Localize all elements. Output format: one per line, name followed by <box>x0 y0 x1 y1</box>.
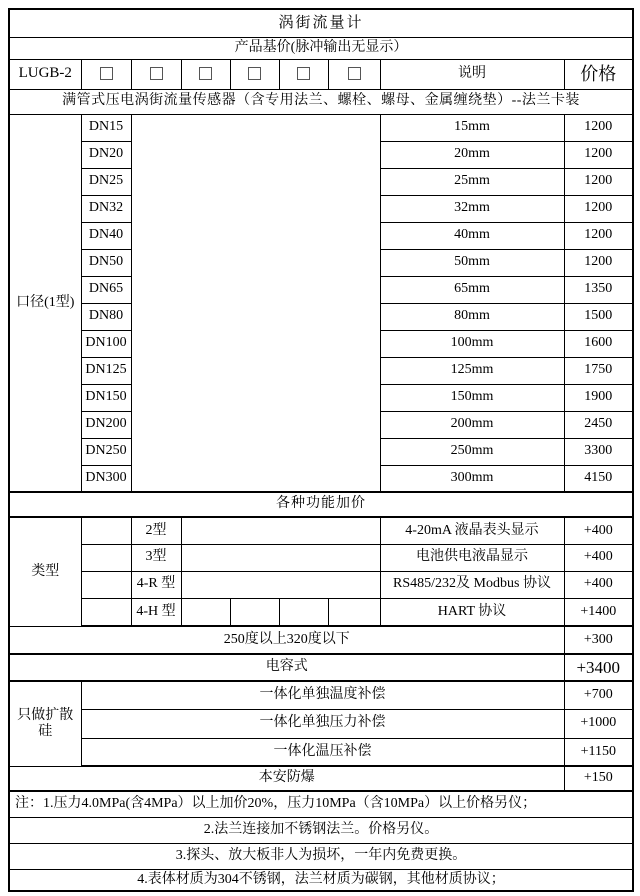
dn-desc-cell: 20mm <box>380 141 564 168</box>
dn-price-cell: 1200 <box>564 141 633 168</box>
type-price-cell: +400 <box>564 571 633 598</box>
type-code-cell: 3型 <box>131 544 181 571</box>
dn-desc-cell: 300mm <box>380 465 564 492</box>
empty-cell <box>81 544 131 571</box>
model-option-cell-1 <box>81 59 131 89</box>
empty-cell <box>279 598 328 626</box>
dn-desc-cell: 65mm <box>380 276 564 303</box>
checkbox-icon[interactable] <box>348 67 361 80</box>
empty-cell <box>81 571 131 598</box>
empty-cell <box>81 598 131 626</box>
dn-code-cell: DN80 <box>81 303 131 330</box>
dn-price-cell: 1350 <box>564 276 633 303</box>
dn-code-cell: DN65 <box>81 276 131 303</box>
description-header: 说明 <box>380 59 564 89</box>
temp-option-desc: 250度以上320度以下 <box>9 626 564 654</box>
checkbox-icon[interactable] <box>199 67 212 80</box>
dn-price-cell: 1200 <box>564 222 633 249</box>
type-price-cell: +400 <box>564 544 633 571</box>
empty-cell <box>181 598 230 626</box>
note-2: 2.法兰连接加不锈钢法兰。价格另仪。 <box>9 817 633 843</box>
type-desc-cell: RS485/232及 Modbus 协议 <box>380 571 564 598</box>
price-header: 价格 <box>564 59 633 89</box>
dn-code-cell: DN40 <box>81 222 131 249</box>
empty-cell <box>131 114 380 492</box>
dn-desc-cell: 80mm <box>380 303 564 330</box>
dn-price-cell: 3300 <box>564 438 633 465</box>
sensor-description: 满管式压电涡街流量传感器（含专用法兰、螺栓、螺母、金属缠绕垫）--法兰卡装 <box>9 89 633 114</box>
diameter-section-label: 口径(1型) <box>9 114 81 492</box>
compensation-desc: 一体化单独压力补偿 <box>81 709 564 738</box>
checkbox-icon[interactable] <box>248 67 261 80</box>
dn-desc-cell: 250mm <box>380 438 564 465</box>
dn-desc-cell: 125mm <box>380 357 564 384</box>
checkbox-icon[interactable] <box>100 67 113 80</box>
price-table <box>8 8 634 892</box>
dn-code-cell: DN300 <box>81 465 131 492</box>
dn-price-cell: 4150 <box>564 465 633 492</box>
dn-desc-cell: 40mm <box>380 222 564 249</box>
dn-code-cell: DN32 <box>81 195 131 222</box>
capacitive-desc: 电容式 <box>9 654 564 681</box>
note-4: 4.表体材质为304不锈钢，法兰材质为碳钢，其他材质协议； <box>9 869 633 891</box>
addon-section-title: 各种功能加价 <box>9 492 633 517</box>
dn-price-cell: 1600 <box>564 330 633 357</box>
dn-price-cell: 1750 <box>564 357 633 384</box>
dn-code-cell: DN15 <box>81 114 131 141</box>
compensation-desc: 一体化温压补偿 <box>81 738 564 766</box>
dn-price-cell: 1900 <box>564 384 633 411</box>
empty-cell <box>181 544 380 571</box>
dn-code-cell: DN150 <box>81 384 131 411</box>
empty-cell <box>81 517 131 544</box>
model-option-cell-6 <box>328 59 380 89</box>
dn-price-cell: 1200 <box>564 249 633 276</box>
model-option-cell-2 <box>131 59 181 89</box>
type-code-cell: 4-R 型 <box>131 571 181 598</box>
dn-desc-cell: 25mm <box>380 168 564 195</box>
model-option-cell-4 <box>230 59 279 89</box>
checkbox-icon[interactable] <box>297 67 310 80</box>
dn-price-cell: 1200 <box>564 168 633 195</box>
dn-code-cell: DN50 <box>81 249 131 276</box>
compensation-price: +1150 <box>564 738 633 766</box>
base-price-subtitle: 产品基价(脉冲输出无显示） <box>9 37 633 59</box>
dn-code-cell: DN200 <box>81 411 131 438</box>
explosion-proof-price: +150 <box>564 766 633 791</box>
type-code-cell: 2型 <box>131 517 181 544</box>
dn-code-cell: DN125 <box>81 357 131 384</box>
dn-desc-cell: 32mm <box>380 195 564 222</box>
dn-desc-cell: 200mm <box>380 411 564 438</box>
type-price-cell: +1400 <box>564 598 633 626</box>
model-option-cell-3 <box>181 59 230 89</box>
note-1: 注：1.压力4.0MPa(含4MPa）以上加价20%，压力10MPa（含10MPa）以上价格另仪； <box>9 791 633 817</box>
empty-cell <box>328 598 380 626</box>
dn-price-cell: 1500 <box>564 303 633 330</box>
checkbox-icon[interactable] <box>150 67 163 80</box>
compensation-desc: 一体化单独温度补偿 <box>81 681 564 709</box>
type-price-cell: +400 <box>564 517 633 544</box>
type-code-cell: 4-H 型 <box>131 598 181 626</box>
dn-price-cell: 2450 <box>564 411 633 438</box>
dn-price-cell: 1200 <box>564 195 633 222</box>
type-desc-cell: HART 协议 <box>380 598 564 626</box>
dn-code-cell: DN25 <box>81 168 131 195</box>
type-desc-cell: 4-20mA 液晶表头显示 <box>380 517 564 544</box>
temp-option-price: +300 <box>564 626 633 654</box>
explosion-proof-desc: 本安防爆 <box>9 766 564 791</box>
page-title: 涡街流量计 <box>9 9 633 37</box>
capacitive-price: +3400 <box>564 654 633 681</box>
dn-desc-cell: 50mm <box>380 249 564 276</box>
dn-price-cell: 1200 <box>564 114 633 141</box>
note-3: 3.探头、放大板非人为损坏，一年内免费更换。 <box>9 843 633 869</box>
dn-code-cell: DN100 <box>81 330 131 357</box>
compensation-price: +1000 <box>564 709 633 738</box>
empty-cell <box>181 571 380 598</box>
compensation-section-label: 只做扩散硅 <box>9 681 81 766</box>
type-desc-cell: 电池供电液晶显示 <box>380 544 564 571</box>
model-option-cell-5 <box>279 59 328 89</box>
empty-cell <box>181 517 380 544</box>
dn-code-cell: DN250 <box>81 438 131 465</box>
compensation-price: +700 <box>564 681 633 709</box>
model-code: LUGB-2 <box>9 59 81 89</box>
dn-desc-cell: 150mm <box>380 384 564 411</box>
type-section-label: 类型 <box>9 517 81 626</box>
dn-desc-cell: 15mm <box>380 114 564 141</box>
dn-code-cell: DN20 <box>81 141 131 168</box>
empty-cell <box>230 598 279 626</box>
dn-desc-cell: 100mm <box>380 330 564 357</box>
